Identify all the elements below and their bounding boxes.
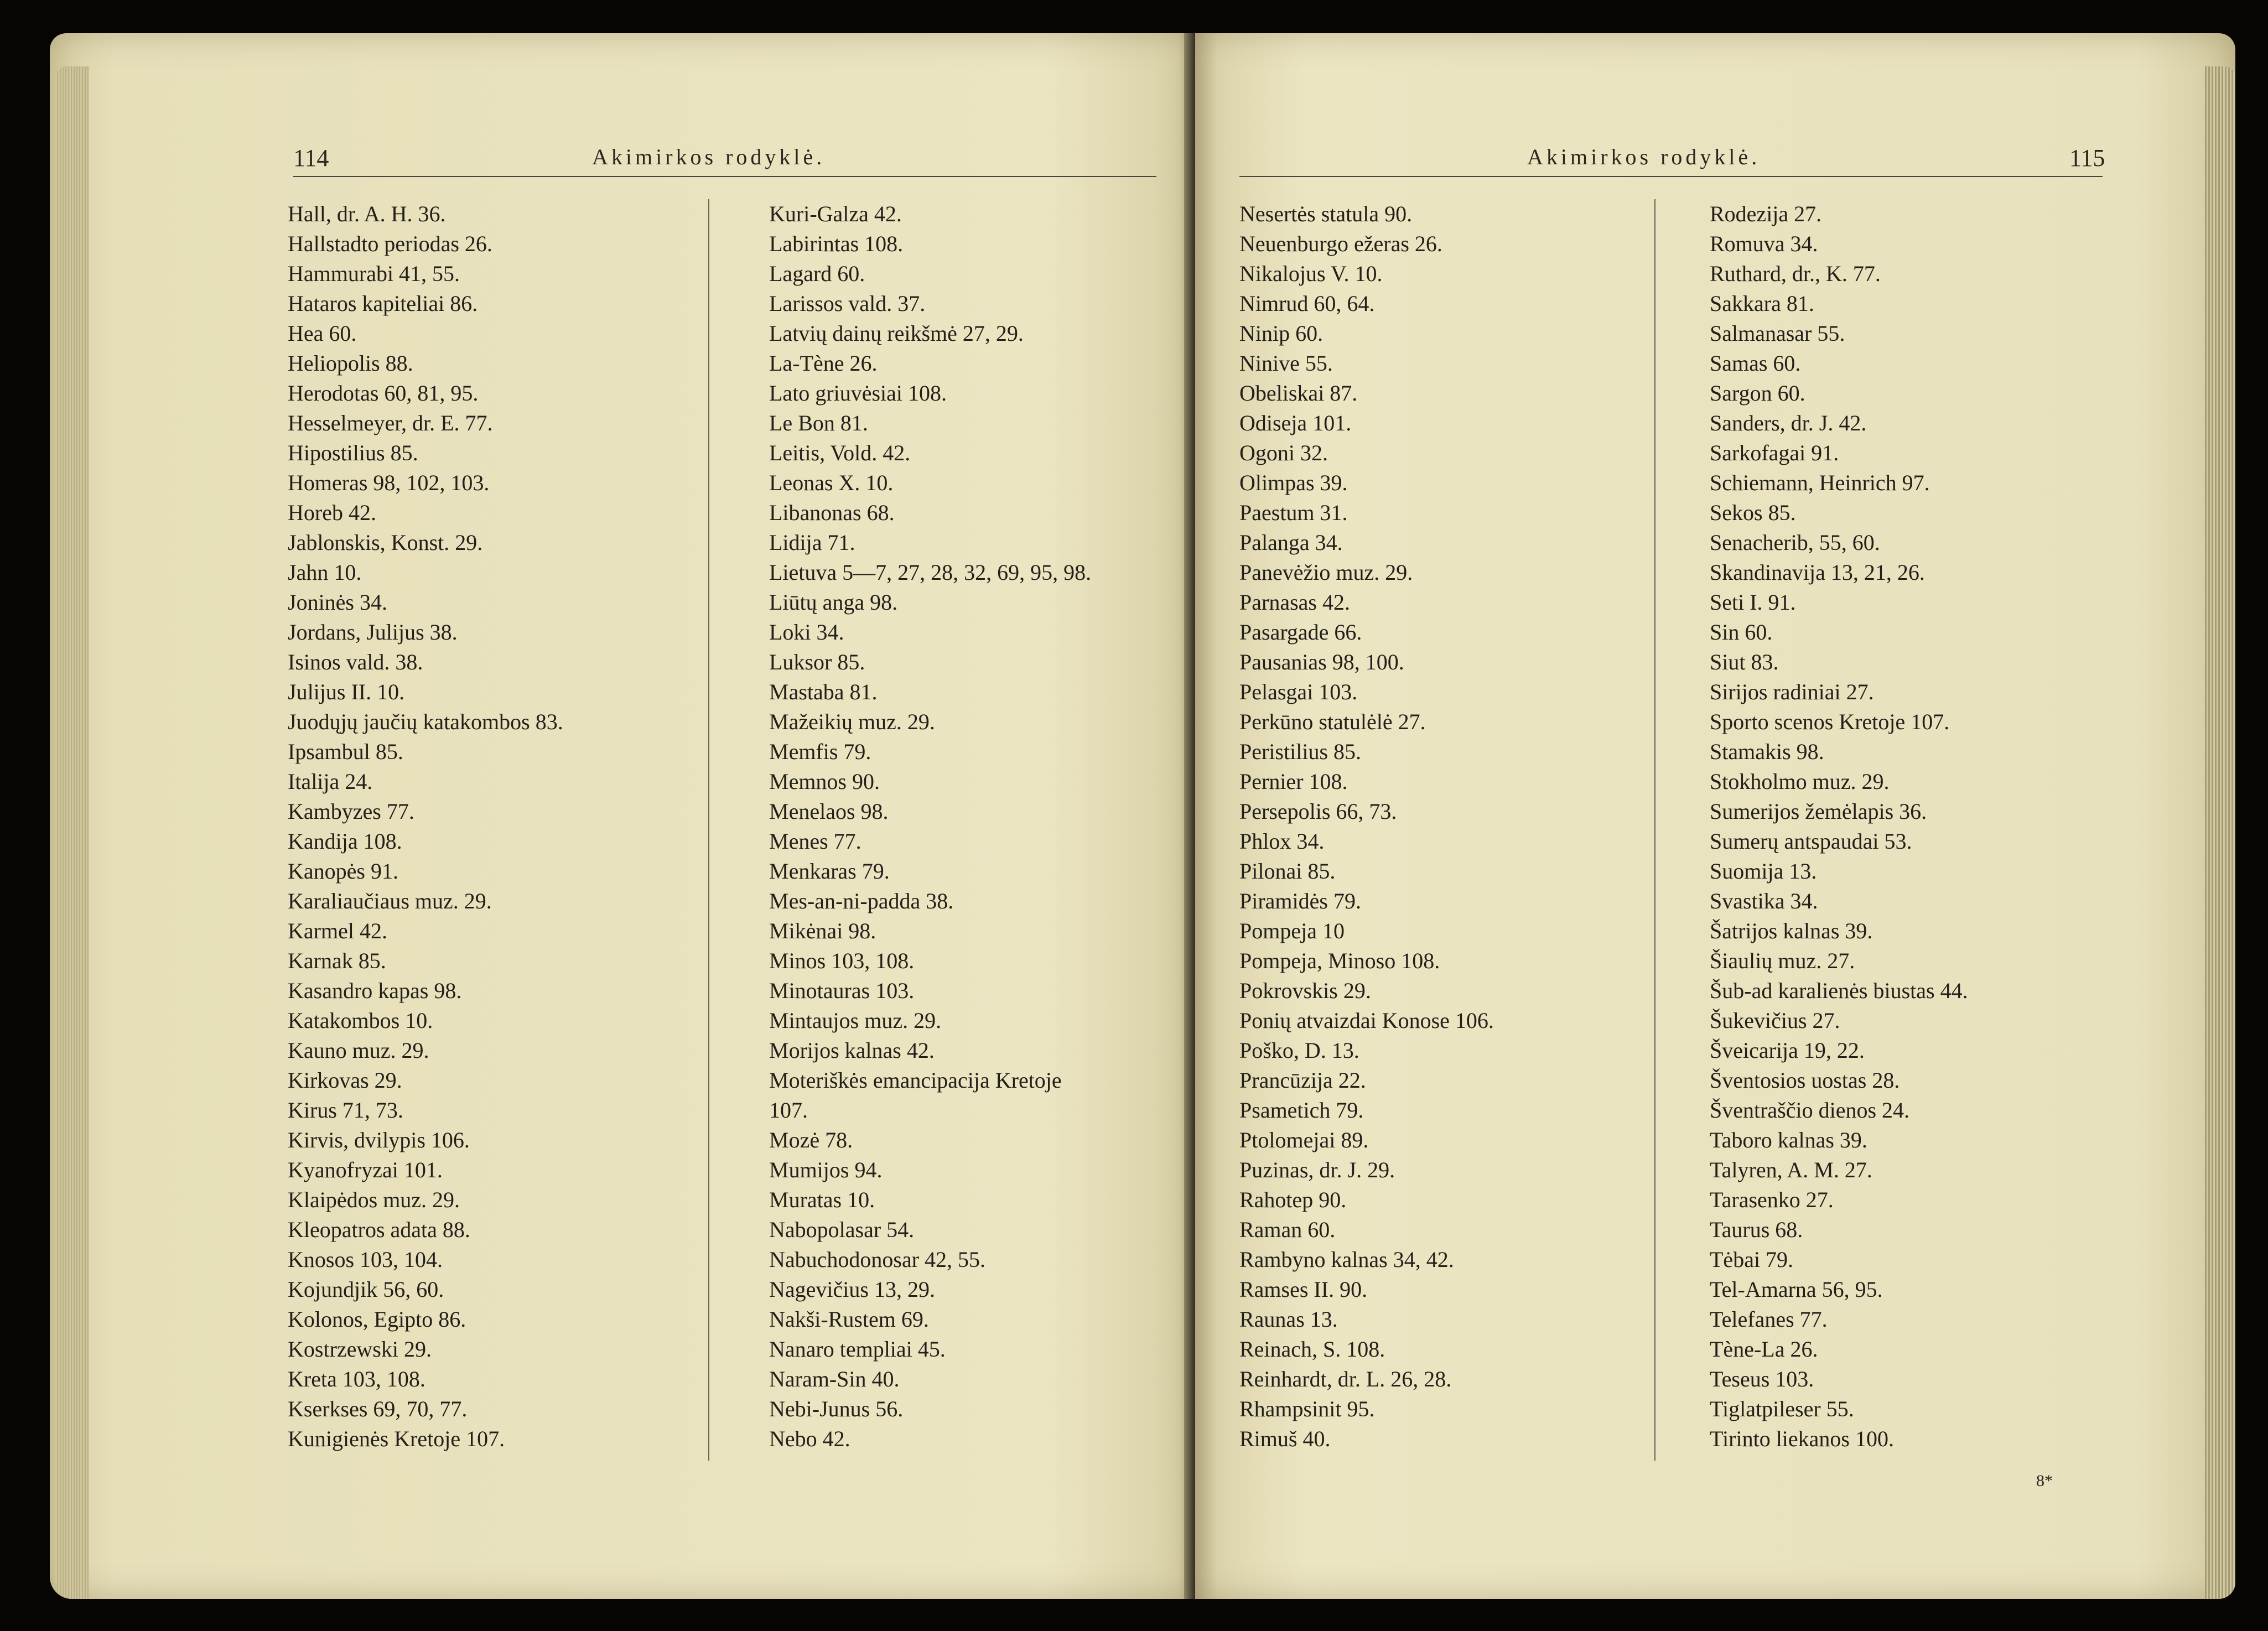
index-entry: Parnasas 42. xyxy=(1239,590,1350,615)
index-entry: Juodųjų jaučių katakombos 83. xyxy=(288,709,563,734)
header-rule-right xyxy=(1239,176,2103,177)
index-entry: Telefanes 77. xyxy=(1710,1307,1828,1332)
index-entry: Suomija 13. xyxy=(1710,859,1817,884)
index-entry: Nakši-Rustem 69. xyxy=(769,1307,929,1332)
index-entry: Katakombos 10. xyxy=(288,1008,433,1033)
index-entry: Labirintas 108. xyxy=(769,231,904,256)
index-entry: Poško, D. 13. xyxy=(1239,1038,1359,1063)
index-entry: Rimuš 40. xyxy=(1239,1426,1331,1451)
index-column-3 xyxy=(1239,199,1494,1454)
index-entry: Reinach, S. 108. xyxy=(1239,1337,1385,1362)
index-entry: Mastaba 81. xyxy=(769,679,878,704)
index-entry: Tel-Amarna 56, 95. xyxy=(1710,1277,1883,1302)
index-entry: Jablonskis, Konst. 29. xyxy=(288,530,483,555)
index-entry: Reinhardt, dr. L. 26, 28. xyxy=(1239,1367,1452,1391)
index-entry: Raman 60. xyxy=(1239,1217,1336,1242)
index-entry: Luksor 85. xyxy=(769,650,865,674)
index-entry: Siut 83. xyxy=(1710,650,1779,674)
index-entry: Ogoni 32. xyxy=(1239,440,1328,465)
index-entry: Sanders, dr. J. 42. xyxy=(1710,411,1867,435)
index-entry: Rhampsinit 95. xyxy=(1239,1396,1375,1421)
index-entry: Schiemann, Heinrich 97. xyxy=(1710,470,1930,495)
index-entry: Herodotas 60, 81, 95. xyxy=(288,381,479,406)
index-entry: Teseus 103. xyxy=(1710,1367,1814,1391)
open-book xyxy=(28,17,2235,1616)
index-entry: Lietuva 5—7, 27, 28, 32, 69, 95, 98. xyxy=(769,560,1092,585)
index-entry: Puzinas, dr. J. 29. xyxy=(1239,1157,1395,1182)
index-entry: Senacherib, 55, 60. xyxy=(1710,530,1880,555)
index-entry: Kasandro kapas 98. xyxy=(288,978,462,1003)
index-entry: Tarasenko 27. xyxy=(1710,1187,1834,1212)
index-entry: Šventraščio dienos 24. xyxy=(1710,1098,1910,1123)
index-entry: Piramidės 79. xyxy=(1239,889,1361,913)
index-entry: Pompeja 10 xyxy=(1239,918,1345,943)
index-entry: Muratas 10. xyxy=(769,1187,875,1212)
index-entry: Šveicarija 19, 22. xyxy=(1710,1038,1865,1063)
index-entry: Hataros kapiteliai 86. xyxy=(288,291,478,316)
index-entry: Olimpas 39. xyxy=(1239,470,1348,495)
index-entry: Šiaulių muz. 27. xyxy=(1710,948,1855,973)
index-entry: Larissos vald. 37. xyxy=(769,291,926,316)
index-entry: Nebi-Junus 56. xyxy=(769,1396,904,1421)
index-entry: Nabuchodonosar 42, 55. xyxy=(769,1247,986,1272)
index-entry: Hammurabi 41, 55. xyxy=(288,261,460,286)
index-entry: Kojundjik 56, 60. xyxy=(288,1277,444,1302)
index-entry: Nanaro templiai 45. xyxy=(769,1337,946,1362)
index-entry: Julijus II. 10. xyxy=(288,679,405,704)
index-entry: Nesertės statula 90. xyxy=(1239,201,1413,226)
index-entry: Naram-Sin 40. xyxy=(769,1367,900,1391)
index-entry: Hallstadto periodas 26. xyxy=(288,231,492,256)
index-entry: Jahn 10. xyxy=(288,560,362,585)
index-entry: Moteriškės emancipacija Kretoje xyxy=(769,1068,1062,1093)
index-entry: Ponių atvaizdai Konose 106. xyxy=(1239,1008,1494,1033)
index-entry: Pausanias 98, 100. xyxy=(1239,650,1404,674)
index-entry: Mikėnai 98. xyxy=(769,918,876,943)
index-entry: Knosos 103, 104. xyxy=(288,1247,443,1272)
index-entry: Karaliaučiaus muz. 29. xyxy=(288,889,492,913)
index-entry: Ninive 55. xyxy=(1239,351,1333,376)
left-page xyxy=(50,33,1192,1599)
index-entry: Homeras 98, 102, 103. xyxy=(288,470,490,495)
index-entry: Mintaujos muz. 29. xyxy=(769,1008,942,1033)
index-entry: Nagevičius 13, 29. xyxy=(769,1277,935,1302)
index-column-1 xyxy=(288,199,563,1454)
index-entry: Kuri-Galza 42. xyxy=(769,201,902,226)
index-entry: Ipsambul 85. xyxy=(288,739,403,764)
index-entry: Nebo 42. xyxy=(769,1426,850,1451)
index-entry: Karmel 42. xyxy=(288,918,387,943)
index-entry: Sakkara 81. xyxy=(1710,291,1814,316)
index-entry: Paestum 31. xyxy=(1239,500,1348,525)
index-entry: Kserkses 69, 70, 77. xyxy=(288,1396,468,1421)
index-entry: Seti I. 91. xyxy=(1710,590,1796,615)
index-entry: Ninip 60. xyxy=(1239,321,1324,346)
index-entry: Šub-ad karalienės biustas 44. xyxy=(1710,978,1968,1003)
index-entry: Sargon 60. xyxy=(1710,381,1805,406)
index-entry: Tène-La 26. xyxy=(1710,1337,1818,1362)
index-entry: Phlox 34. xyxy=(1239,829,1325,854)
index-entry: Kanopės 91. xyxy=(288,859,398,884)
index-entry: Panevėžio muz. 29. xyxy=(1239,560,1413,585)
index-entry: Hipostilius 85. xyxy=(288,440,418,465)
right-page xyxy=(1195,33,2235,1599)
index-entry: Taurus 68. xyxy=(1710,1217,1803,1242)
index-entry: Mozė 78. xyxy=(769,1128,853,1152)
index-column-2 xyxy=(769,199,1091,1454)
index-entry: Sarkofagai 91. xyxy=(1710,440,1839,465)
index-entry: Kirkovas 29. xyxy=(288,1068,402,1093)
signature-mark: 8* xyxy=(2036,1472,2053,1490)
index-entry: Perkūno statulėlė 27. xyxy=(1239,709,1426,734)
index-entry: Mes-an-ni-padda 38. xyxy=(769,889,954,913)
page-number-right: 115 xyxy=(2069,144,2105,172)
running-head-left: Akimirkos rodyklė. xyxy=(592,144,826,169)
index-entry: Neuenburgo ežeras 26. xyxy=(1239,231,1442,256)
index-entry: Joninės 34. xyxy=(288,590,387,615)
index-entry: Salmanasar 55. xyxy=(1710,321,1845,346)
index-entry: 107. xyxy=(769,1098,808,1123)
index-entry: Psametich 79. xyxy=(1239,1098,1364,1123)
index-entry: Šventosios uostas 28. xyxy=(1710,1068,1900,1093)
index-entry: Morijos kalnas 42. xyxy=(769,1038,935,1063)
index-entry: Kambyzes 77. xyxy=(288,799,414,824)
header-rule-left xyxy=(293,176,1156,177)
index-entry: Peristilius 85. xyxy=(1239,739,1362,764)
index-entry: Kunigienės Kretoje 107. xyxy=(288,1426,505,1451)
index-entry: Le Bon 81. xyxy=(769,411,868,435)
index-column-4 xyxy=(1710,199,1968,1454)
index-entry: Hesselmeyer, dr. E. 77. xyxy=(288,411,493,435)
index-entry: Minos 103, 108. xyxy=(769,948,915,973)
index-entry: Kauno muz. 29. xyxy=(288,1038,429,1063)
index-entry: Loki 34. xyxy=(769,620,844,645)
index-entry: Rambyno kalnas 34, 42. xyxy=(1239,1247,1454,1272)
index-entry: Kreta 103, 108. xyxy=(288,1367,425,1391)
index-entry: Libanonas 68. xyxy=(769,500,895,525)
index-entry: Palanga 34. xyxy=(1239,530,1343,555)
index-entry: Sumerų antspaudai 53. xyxy=(1710,829,1912,854)
index-entry: Ramses II. 90. xyxy=(1239,1277,1368,1302)
index-entry: Stokholmo muz. 29. xyxy=(1710,769,1890,794)
index-entry: Hall, dr. A. H. 36. xyxy=(288,201,446,226)
index-entry: Samas 60. xyxy=(1710,351,1801,376)
index-entry: Isinos vald. 38. xyxy=(288,650,423,674)
index-entry: Pasargade 66. xyxy=(1239,620,1362,645)
index-entry: Šukevičius 27. xyxy=(1710,1008,1840,1033)
index-entry: Ptolomejai 89. xyxy=(1239,1128,1369,1152)
index-entry: Menes 77. xyxy=(769,829,861,854)
index-entry: Pokrovskis 29. xyxy=(1239,978,1371,1003)
index-entry: Tėbai 79. xyxy=(1710,1247,1794,1272)
column-divider-left xyxy=(708,199,709,1461)
index-entry: Ruthard, dr., K. 77. xyxy=(1710,261,1881,286)
index-entry: Italija 24. xyxy=(288,769,373,794)
page-edges-right xyxy=(2205,66,2235,1599)
index-entry: Klaipėdos muz. 29. xyxy=(288,1187,460,1212)
index-entry: Memfis 79. xyxy=(769,739,871,764)
index-entry: Lato griuvėsiai 108. xyxy=(769,381,947,406)
index-entry: Menkaras 79. xyxy=(769,859,890,884)
index-entry: Raunas 13. xyxy=(1239,1307,1338,1332)
index-entry: Memnos 90. xyxy=(769,769,880,794)
index-entry: Hea 60. xyxy=(288,321,357,346)
index-entry: Kleopatros adata 88. xyxy=(288,1217,470,1242)
index-entry: Minotauras 103. xyxy=(769,978,915,1003)
index-entry: Šatrijos kalnas 39. xyxy=(1710,918,1873,943)
index-entry: Sekos 85. xyxy=(1710,500,1796,525)
index-entry: Kostrzewski 29. xyxy=(288,1337,432,1362)
index-entry: Pernier 108. xyxy=(1239,769,1348,794)
index-entry: Lagard 60. xyxy=(769,261,865,286)
index-entry: Jordans, Julijus 38. xyxy=(288,620,458,645)
index-entry: Tiglatpileser 55. xyxy=(1710,1396,1854,1421)
index-entry: Sirijos radiniai 27. xyxy=(1710,679,1874,704)
index-entry: Lidija 71. xyxy=(769,530,855,555)
index-entry: Kirvis, dvilypis 106. xyxy=(288,1128,470,1152)
index-entry: Romuva 34. xyxy=(1710,231,1818,256)
running-head-right: Akimirkos rodyklė. xyxy=(1527,144,1761,169)
index-entry: Kirus 71, 73. xyxy=(288,1098,403,1123)
index-entry: Nimrud 60, 64. xyxy=(1239,291,1375,316)
index-entry: Rahotep 90. xyxy=(1239,1187,1347,1212)
index-entry: Taboro kalnas 39. xyxy=(1710,1128,1867,1152)
index-entry: Mumijos 94. xyxy=(769,1157,883,1182)
index-entry: Heliopolis 88. xyxy=(288,351,413,376)
index-entry: Kandija 108. xyxy=(288,829,402,854)
index-entry: Leonas X. 10. xyxy=(769,470,894,495)
index-entry: Nikalojus V. 10. xyxy=(1239,261,1383,286)
index-entry: Liūtų anga 98. xyxy=(769,590,898,615)
page-edges-left xyxy=(55,66,89,1599)
index-entry: Pilonai 85. xyxy=(1239,859,1336,884)
index-entry: Kyanofryzai 101. xyxy=(288,1157,443,1182)
index-entry: Skandinavija 13, 21, 26. xyxy=(1710,560,1925,585)
index-entry: Sporto scenos Kretoje 107. xyxy=(1710,709,1950,734)
index-entry: Svastika 34. xyxy=(1710,889,1818,913)
index-entry: Horeb 42. xyxy=(288,500,376,525)
index-entry: Rodezija 27. xyxy=(1710,201,1822,226)
index-entry: Leitis, Vold. 42. xyxy=(769,440,911,465)
index-entry: Stamakis 98. xyxy=(1710,739,1824,764)
index-entry: Sin 60. xyxy=(1710,620,1773,645)
index-entry: Pelasgai 103. xyxy=(1239,679,1358,704)
index-entry: Latvių dainų reikšmė 27, 29. xyxy=(769,321,1024,346)
index-entry: Persepolis 66, 73. xyxy=(1239,799,1397,824)
index-entry: Karnak 85. xyxy=(288,948,386,973)
index-entry: Pompeja, Minoso 108. xyxy=(1239,948,1440,973)
index-entry: Sumerijos žemėlapis 36. xyxy=(1710,799,1927,824)
page-number-left: 114 xyxy=(293,144,329,172)
index-entry: Tirinto liekanos 100. xyxy=(1710,1426,1894,1451)
index-entry: Odiseja 101. xyxy=(1239,411,1352,435)
index-entry: Kolonos, Egipto 86. xyxy=(288,1307,466,1332)
index-entry: La-Tène 26. xyxy=(769,351,878,376)
index-entry: Obeliskai 87. xyxy=(1239,381,1358,406)
index-entry: Prancūzija 22. xyxy=(1239,1068,1366,1093)
index-entry: Talyren, A. M. 27. xyxy=(1710,1157,1872,1182)
column-divider-right xyxy=(1654,199,1655,1461)
index-entry: Nabopolasar 54. xyxy=(769,1217,915,1242)
index-entry: Menelaos 98. xyxy=(769,799,889,824)
index-entry: Mažeikių muz. 29. xyxy=(769,709,935,734)
